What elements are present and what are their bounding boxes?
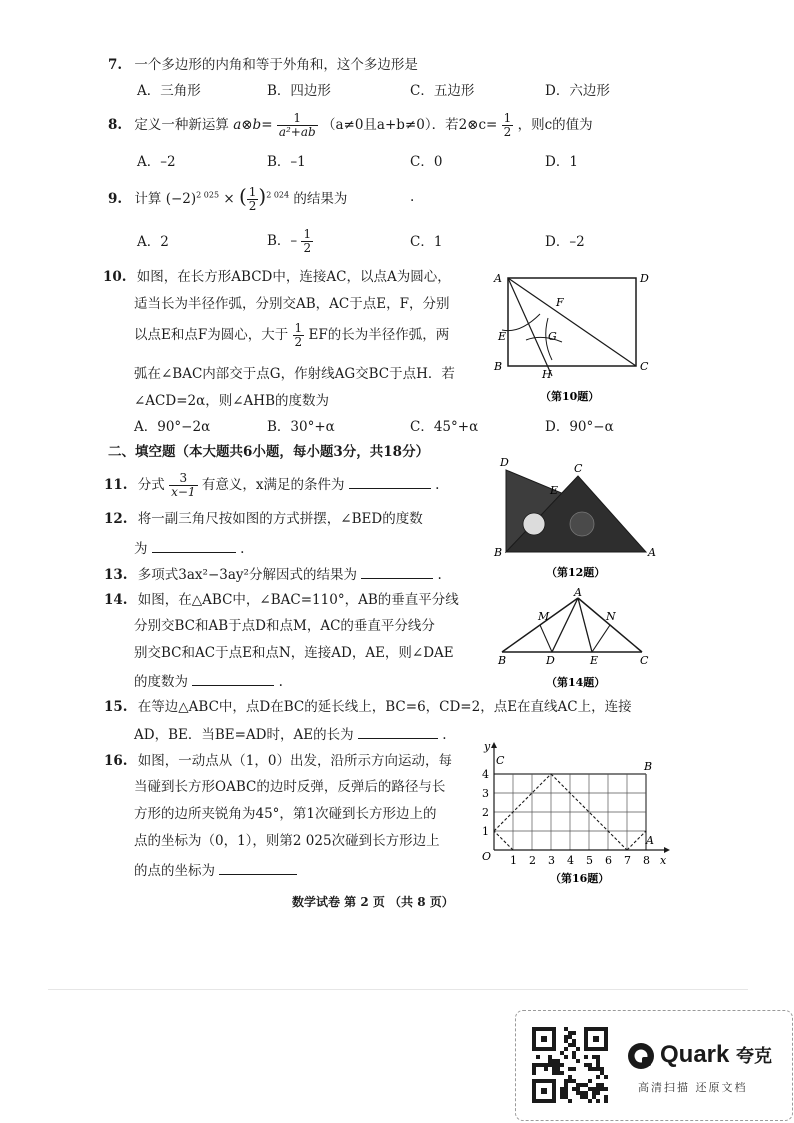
fig10-label-a: A xyxy=(494,272,502,285)
fig16-caption: （第16题） xyxy=(550,872,610,885)
q10-frac-den: 2 xyxy=(294,335,303,349)
fig10-label-b: B xyxy=(494,360,503,373)
q8-option-c: C．0 xyxy=(410,154,443,170)
q14-line-2: 分别交BC和AB于点D和点M，AC的垂直平分线分 xyxy=(134,618,435,634)
fig14-segment-ae xyxy=(578,598,592,652)
q16-answer-blank[interactable] xyxy=(219,860,297,875)
q12-line-1 xyxy=(104,510,423,528)
q9-dot: . xyxy=(410,189,415,205)
fig16-label-y: y xyxy=(484,740,491,753)
q10-line-5: ∠ACD=2α，则∠AHB的度数为 xyxy=(134,393,329,409)
q14-end: . xyxy=(278,674,283,690)
q9-option-b-label: B．– xyxy=(267,233,298,249)
fig14-label-n: N xyxy=(606,610,616,623)
q16-text-1: 如图，一动点从（1，0）出发，沿所示方向运动，每 xyxy=(137,753,452,769)
q8-fraction-2 xyxy=(502,112,514,139)
fig16-x-tick-label: 3 xyxy=(548,854,555,867)
q14-line-4 xyxy=(134,671,283,691)
q13-end: . xyxy=(437,567,442,583)
q8-fraction xyxy=(277,112,318,139)
q15-text-2: AD，BE．当BE=AD时，AE的长为 xyxy=(134,727,354,743)
fig16-path-segment xyxy=(627,831,646,850)
q8-frac2-num: 1 xyxy=(503,111,512,125)
q9-post: 的结果为 xyxy=(293,191,348,207)
fig14-bisector-ne xyxy=(592,625,610,652)
quark-brand xyxy=(660,1041,772,1069)
q14-text-4: 的度数为 xyxy=(134,674,188,690)
q12-text-1: 将一副三角尺按如图的方式拼摆，∠BED的度数 xyxy=(137,511,423,527)
q12-number: 12. xyxy=(104,511,128,527)
fig14-label-m: M xyxy=(538,610,550,623)
fig16-x-tick-label: 5 xyxy=(586,854,593,867)
fig16-x-arrow xyxy=(664,847,670,853)
figure-12 xyxy=(490,456,660,582)
quark-logo-icon xyxy=(626,1041,656,1071)
q9-fraction xyxy=(247,186,259,213)
fig14-bisector-md xyxy=(540,625,552,652)
fig16-path-segment xyxy=(494,774,551,831)
figure-14 xyxy=(490,586,660,692)
fig10-label-f: F xyxy=(556,296,564,309)
figure-10 xyxy=(490,264,660,412)
q10-line-4: 弧在∠BAC内部交于点G，作射线AG交BC于点H．若 xyxy=(134,366,455,382)
q16-line-2: 当碰到长方形OABC的边时反弹，反弹后的路径与长 xyxy=(134,779,446,795)
q8-option-d: D．1 xyxy=(545,154,578,170)
q9-option-d: D．–2 xyxy=(545,234,585,250)
q12-line-2 xyxy=(134,538,244,558)
q8-stem xyxy=(108,112,593,139)
q8-pre: 定义一种新运算 xyxy=(134,117,229,133)
q16-text-5: 的点的坐标为 xyxy=(134,863,215,879)
fig12-hole-right xyxy=(570,512,594,536)
q9-times: × xyxy=(223,191,235,207)
fig16-label-b: B xyxy=(644,760,653,773)
q13-text: 多项式3ax²−3ay²分解因式的结果为 xyxy=(137,567,357,583)
fig12-hole-left xyxy=(523,513,545,535)
q16-line-5 xyxy=(134,860,297,880)
q11-number: 11. xyxy=(104,477,128,493)
q9-option-b-fraction xyxy=(301,228,313,255)
q14-text-1: 如图，在△ABC中，∠BAC=110°，AB的垂直平分线 xyxy=(137,592,459,608)
q12-text-2: 为 xyxy=(134,541,148,557)
q15-line-2 xyxy=(134,724,447,744)
q9-base: (−2) xyxy=(165,191,197,207)
q8-post: ，则c的值为 xyxy=(517,117,593,133)
fig10-label-d: D xyxy=(640,272,649,285)
q15-answer-blank[interactable] xyxy=(358,724,438,739)
q9-exp2: 2 024 xyxy=(266,190,290,200)
fig10-label-e: E xyxy=(498,330,507,343)
q9-pre: 计算 xyxy=(134,191,162,207)
q13-stem xyxy=(104,564,442,584)
fig16-label-o: O xyxy=(482,850,492,863)
fig16-x-tick-label: 6 xyxy=(605,854,612,867)
fig16-path-segment xyxy=(494,831,513,850)
fig16-y-arrow xyxy=(491,742,497,748)
fig10-caption: （第10题） xyxy=(540,390,600,403)
q10-frac-num: 1 xyxy=(294,321,303,335)
fig16-y-ticks xyxy=(482,768,489,838)
fig16-grid xyxy=(494,774,646,850)
fig16-x-tick-label: 8 xyxy=(643,854,650,867)
quark-tagline: 高清扫描 还原文档 xyxy=(638,1081,748,1094)
q14-line-3: 别交BC和AC于点E和点N，连接AD，AE，则∠DAE xyxy=(134,645,454,661)
q8-frac-den: a²+ab xyxy=(278,125,316,139)
q9-number: 9. xyxy=(108,191,123,207)
q8-option-a: A．–2 xyxy=(137,154,176,170)
q12-end: . xyxy=(240,541,245,557)
q7-stem xyxy=(108,56,418,74)
q11-post: 有意义，x满足的条件为 xyxy=(201,477,345,493)
q13-answer-blank[interactable] xyxy=(361,564,433,579)
quark-brand-cn: 夸克 xyxy=(736,1046,773,1066)
q11-frac-num: 3 xyxy=(169,472,197,486)
q8-cond: （a≠0且a+b≠0）．若2⊗c= xyxy=(321,117,498,133)
q9-optb-den: 2 xyxy=(303,241,312,255)
fig14-caption: （第14题） xyxy=(546,676,606,689)
fig10-label-g: G xyxy=(548,330,557,343)
q11-answer-blank[interactable] xyxy=(349,474,431,489)
fig12-label-e: E xyxy=(550,484,559,497)
fig14-label-b: B xyxy=(498,654,507,667)
fig16-x-tick-label: 7 xyxy=(624,854,631,867)
q7-text: 一个多边形的内角和等于外角和，这个多边形是 xyxy=(134,57,418,73)
q14-line-1 xyxy=(104,591,459,609)
fig16-x-ticks xyxy=(510,854,650,867)
qr-code-icon xyxy=(532,1027,608,1103)
quark-scan-badge[interactable] xyxy=(515,1010,793,1121)
q7-option-b: B．四边形 xyxy=(267,83,331,99)
q7-number: 7. xyxy=(108,57,123,73)
q13-number: 13. xyxy=(104,567,128,583)
fig14-label-d: D xyxy=(546,654,555,667)
q10-line-1 xyxy=(103,268,451,286)
q15-text-1: 在等边△ABC中，点D在BC的延长线上，BC=6，CD=2，点E在直线AC上，连接 xyxy=(137,699,632,715)
q14-answer-blank[interactable] xyxy=(192,671,274,686)
fig14-label-c: C xyxy=(640,654,649,667)
q9-stem: 9. 计算 $(-2)^{2 025}$ × ( $\frac{1}{2}$ )$^{2 024}$ 的结果为 xyxy=(108,184,348,213)
fig16-y-tick-label: 2 xyxy=(482,806,489,819)
page-footer: 数学试卷 第 2 页 （共 8 页） xyxy=(292,895,454,909)
q8-frac2-den: 2 xyxy=(503,125,512,139)
q9-optb-num: 1 xyxy=(303,227,312,241)
q8-number: 8. xyxy=(108,117,123,133)
fig12-label-d: D xyxy=(500,456,509,469)
fig16-y-tick-label: 3 xyxy=(482,787,489,800)
q10-line-2: 适当长为半径作弧，分别交AB，AC于点E，F，分别 xyxy=(134,296,450,312)
q12-answer-blank[interactable] xyxy=(152,538,236,553)
q16-number: 16. xyxy=(104,753,128,769)
q9-option-b xyxy=(267,228,313,255)
q7-option-d: D．六边形 xyxy=(545,83,610,99)
q11-stem xyxy=(104,472,439,499)
fig16-y-tick-label: 1 xyxy=(482,825,489,838)
q9-frac-den: 2 xyxy=(248,199,257,213)
q10-option-a: A．90°−2α xyxy=(134,419,211,435)
q10-option-c: C．45°+α xyxy=(410,419,479,435)
q9-option-c: C．1 xyxy=(410,234,443,250)
q10-text-1: 如图，在长方形ABCD中，连接AC，以点A为圆心， xyxy=(136,269,451,285)
fig10-label-h: H xyxy=(542,368,552,381)
fig16-label-x: x xyxy=(660,854,667,867)
q15-line-1 xyxy=(104,698,632,716)
fig12-label-c: C xyxy=(574,462,583,475)
q16-line-3: 方形的边所夹锐角为45°，第1次碰到长方形边上的 xyxy=(134,806,437,822)
q16-line-4: 点的坐标为（0，1），则第2 025次碰到长方形边上 xyxy=(134,833,440,849)
q7-option-a: A．三角形 xyxy=(137,83,201,99)
fig10-label-c: C xyxy=(640,360,649,373)
q15-end: . xyxy=(442,727,447,743)
q10-option-d: D．90°−α xyxy=(545,419,614,435)
fig12-label-a: A xyxy=(648,546,656,559)
page-divider xyxy=(48,989,748,990)
q15-number: 15. xyxy=(104,699,128,715)
fig16-x-tick-label: 4 xyxy=(567,854,574,867)
fig14-label-e: E xyxy=(590,654,599,667)
fig16-y-tick-label: 4 xyxy=(482,768,489,781)
fig16-label-c: C xyxy=(496,754,505,767)
fig12-label-b: B xyxy=(494,546,503,559)
q8-frac-num: 1 xyxy=(277,112,318,126)
q8-expr: a⊗b= xyxy=(233,117,273,133)
q11-end: . xyxy=(435,477,440,493)
q10-option-b: B．30°+α xyxy=(267,419,335,435)
fig12-caption: （第12题） xyxy=(546,566,606,579)
q9-frac-num: 1 xyxy=(248,185,257,199)
q10-line-3 xyxy=(134,322,449,349)
fig14-label-a: A xyxy=(574,586,582,599)
section-2-heading: 二、填空题（本大题共6小题，每小题3分，共18分） xyxy=(108,444,430,460)
q10-fraction xyxy=(293,322,305,349)
fig16-x-tick-label: 1 xyxy=(510,854,517,867)
figure-16[interactable] xyxy=(474,740,670,888)
q11-pre: 分式 xyxy=(137,477,165,493)
q7-option-c: C．五边形 xyxy=(410,83,475,99)
q8-option-b: B．–1 xyxy=(267,154,306,170)
q10-number: 10. xyxy=(103,269,127,285)
q11-fraction xyxy=(169,472,197,499)
q14-number: 14. xyxy=(104,592,128,608)
fig14-segment-ad xyxy=(552,598,578,652)
q10-text-3b: EF的长为半径作弧，两 xyxy=(308,327,450,343)
q9-exp1: 2 025 xyxy=(196,190,220,200)
q16-line-1 xyxy=(104,752,452,770)
quark-brand-en: Quark xyxy=(660,1041,730,1068)
fig16-label-a: A xyxy=(646,834,654,847)
fig16-x-tick-label: 2 xyxy=(529,854,536,867)
q9-option-a: A．2 xyxy=(137,234,169,250)
q11-frac-den: x−1 xyxy=(171,485,196,499)
q10-text-3: 以点E和点F为圆心，大于 xyxy=(134,327,289,343)
